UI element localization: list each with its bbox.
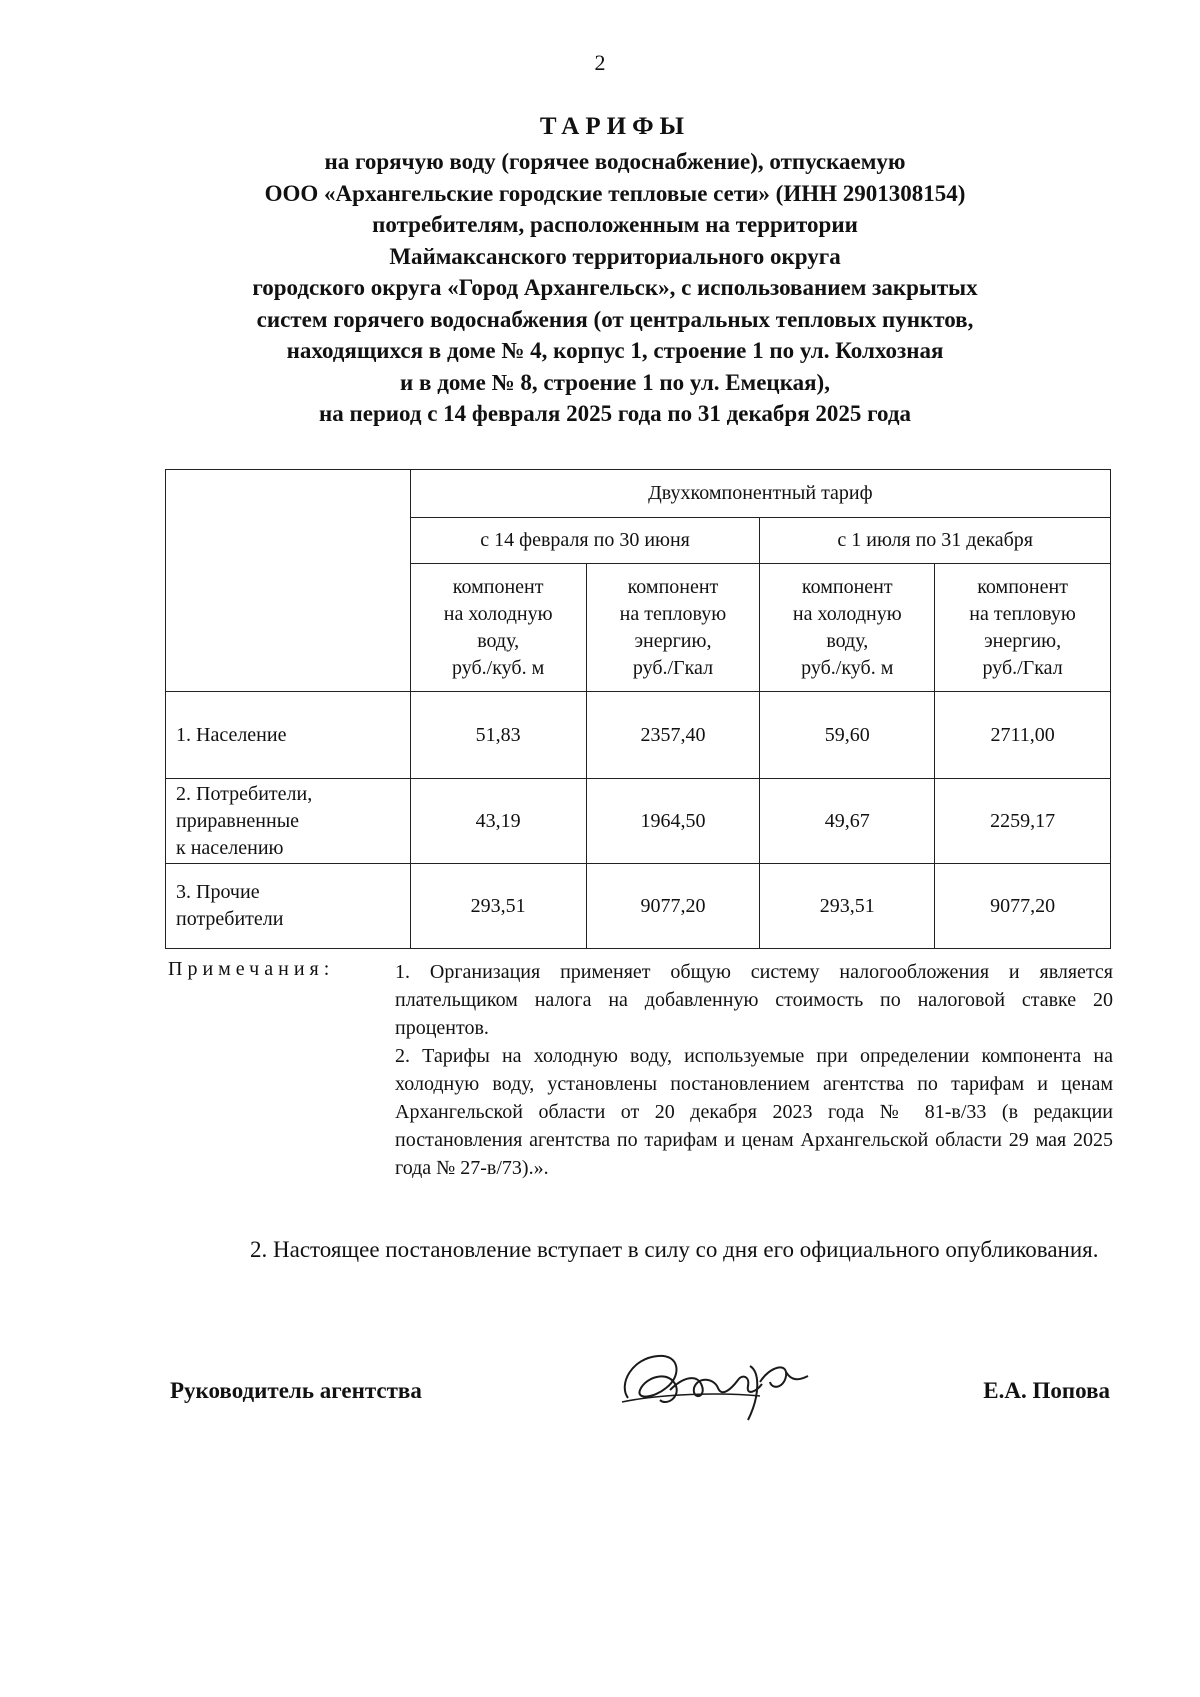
title-line: Маймаксанского территориального округа xyxy=(389,243,841,269)
table-cell: 9077,20 xyxy=(586,864,760,949)
table-corner-cell xyxy=(166,470,411,692)
decree-paragraph: 2. Настоящее постановление вступает в силу со дня его официального опубликования. xyxy=(250,1237,1099,1262)
table-cell: 2357,40 xyxy=(586,692,760,779)
note-item: 1. Организация применяет общую систему налогообложения и является плательщиком налога на добавленную стоимость по налоговой ставке 20 процентов. xyxy=(395,961,1113,1039)
title-line: на горячую воду (горячее водоснабжение), отпускаемую xyxy=(324,149,906,174)
header-period: с 1 июля по 31 декабря xyxy=(760,518,1111,564)
document-title xyxy=(150,110,1080,430)
table-cell: 293,51 xyxy=(760,864,935,949)
tariff-table xyxy=(165,469,1111,949)
table-row xyxy=(166,779,1111,864)
title-heading: ТАРИФЫ xyxy=(539,113,691,140)
title-line: городского округа «Город Архангельск», с использованием закрытых xyxy=(252,275,978,300)
table-cell: 59,60 xyxy=(760,692,935,779)
row-label: 1. Население xyxy=(166,692,411,779)
table-cell: 293,51 xyxy=(410,864,586,949)
header-component: компонент на холодную воду, руб./куб. м xyxy=(410,564,586,692)
notes-label: Примечания: xyxy=(168,958,335,980)
table-cell: 51,83 xyxy=(410,692,586,779)
title-line: систем горячего водоснабжения (от центральных тепловых пунктов, xyxy=(256,306,974,332)
notes-list xyxy=(395,958,1113,1182)
title-line: ООО «Архангельские городские тепловые сети» (ИНН 2901308154) xyxy=(264,180,966,206)
title-line: находящихся в доме № 4, корпус 1, строение 1 по ул. Колхозная xyxy=(286,338,944,363)
table-cell: 2259,17 xyxy=(935,779,1111,864)
header-component: компонент на тепловую энергию, руб./Гкал xyxy=(935,564,1111,692)
header-component: компонент на холодную воду, руб./куб. м xyxy=(760,564,935,692)
note-item: 2. Тарифы на холодную воду, используемые при определении компонента на холодную воду, установлены постановлением агентства по тарифам и ценам Архангельской области от 20 декабря 2023 года № 81-в/33 (в редакции постановления агентства по тарифам и ценам Архангельской области 29 мая 2025 года № 27-в/73).». xyxy=(395,1045,1113,1179)
header-component: компонент на тепловую энергию, руб./Гкал xyxy=(586,564,760,692)
title-line: потребителям, расположенным на территории xyxy=(372,212,858,237)
table-cell: 2711,00 xyxy=(935,692,1111,779)
handwritten-signature xyxy=(610,1336,820,1426)
table-cell: 9077,20 xyxy=(935,864,1111,949)
header-tariff: Двухкомпонентный тариф xyxy=(410,470,1110,518)
title-line: на период с 14 февраля 2025 года по 31 декабря 2025 года xyxy=(319,401,911,426)
row-label: 2. Потребители, приравненные к населению xyxy=(166,779,411,864)
table-cell: 49,67 xyxy=(760,779,935,864)
title-line: и в доме № 8, строение 1 по ул. Емецкая), xyxy=(400,369,830,395)
signatory-name: Е.А. Попова xyxy=(983,1378,1110,1403)
page-number: 2 xyxy=(594,50,606,75)
header-period: с 14 февраля по 30 июня xyxy=(410,518,760,564)
table-cell: 43,19 xyxy=(410,779,586,864)
signatory-role: Руководитель агентства xyxy=(170,1378,422,1403)
table-row xyxy=(166,692,1111,779)
table-row xyxy=(166,864,1111,949)
table-cell: 1964,50 xyxy=(586,779,760,864)
row-label: 3. Прочие потребители xyxy=(166,864,411,949)
